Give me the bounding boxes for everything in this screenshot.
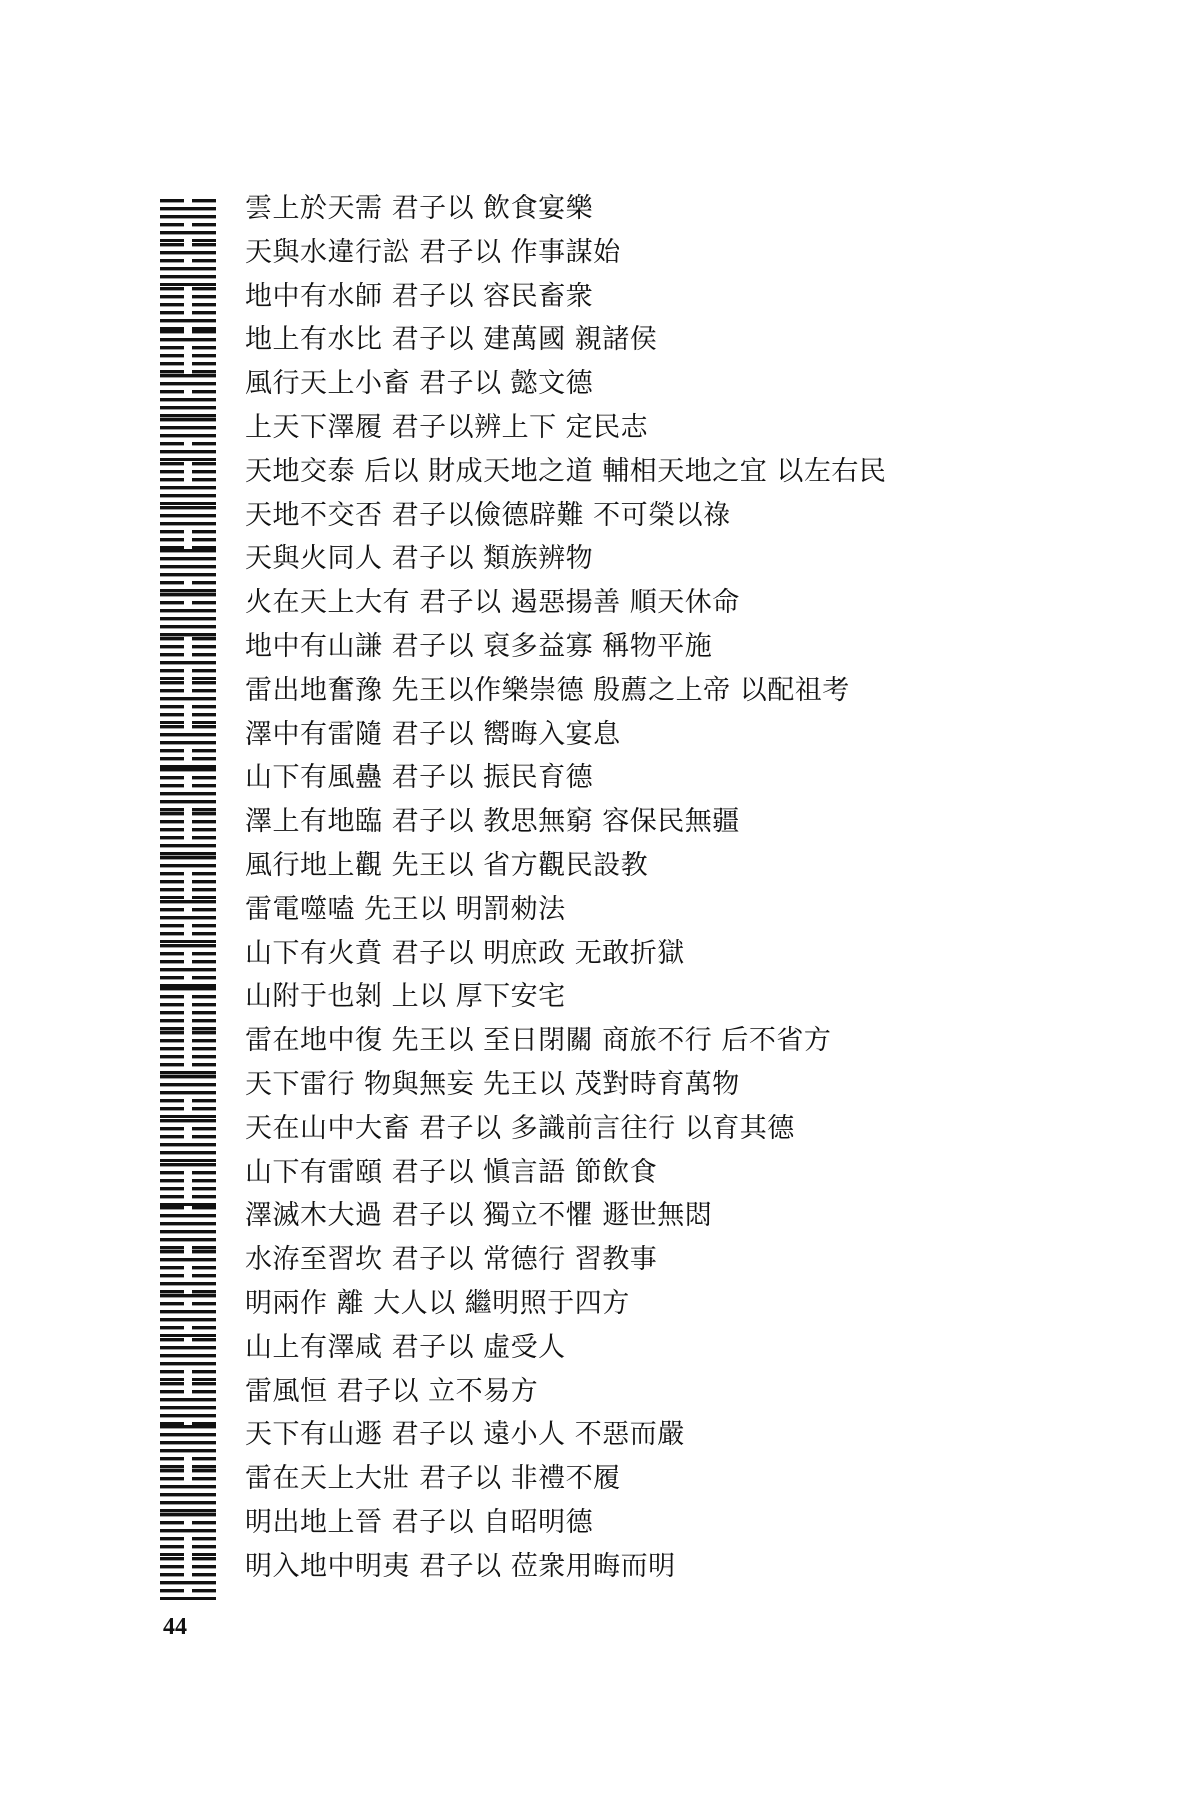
yang-line xyxy=(160,1449,216,1452)
yang-line xyxy=(160,565,216,568)
yin-line-half xyxy=(192,442,216,445)
yin-line-half xyxy=(160,1469,184,1472)
yin-line-half xyxy=(160,1274,184,1277)
yin-line-half xyxy=(160,1266,184,1269)
yang-line xyxy=(160,398,216,401)
yang-line xyxy=(160,522,216,525)
yin-line-half xyxy=(160,836,184,839)
yin-line-half xyxy=(192,776,216,779)
yin-line-half xyxy=(192,530,216,533)
yin-line-half xyxy=(160,828,184,831)
hexagram-icon xyxy=(160,1557,216,1600)
yang-line xyxy=(160,733,216,736)
commentary-text: 山上有澤咸 君子以 虛受人 xyxy=(245,1331,566,1363)
yin-line-half xyxy=(192,478,216,481)
yin-line-half xyxy=(192,1171,216,1174)
commentary-text: 地中有水師 君子以 容民畜衆 xyxy=(245,280,594,312)
yin-line-half xyxy=(160,908,184,911)
yang-line xyxy=(160,1091,216,1094)
yin-line-half xyxy=(192,1302,216,1305)
commentary-text: 明入地中明夷 君子以 莅衆用晦而明 xyxy=(245,1550,676,1582)
yang-line xyxy=(160,434,216,437)
commentary-text: 天地交泰 后以 財成天地之道 輔相天地之宜 以左右民 xyxy=(245,455,887,487)
yin-line-half xyxy=(160,390,184,393)
yin-line-half xyxy=(160,287,184,290)
yin-line-half xyxy=(192,952,216,955)
yang-line xyxy=(160,1294,216,1297)
yin-line-half xyxy=(192,924,216,927)
commentary-text: 雲上於天需 君子以 飲食宴樂 xyxy=(245,193,594,224)
commentary-text: 山附于也剝 上以 厚下安宅 xyxy=(245,981,566,1013)
yin-line-half xyxy=(192,880,216,883)
yin-line-half xyxy=(192,645,216,648)
commentary-line xyxy=(0,231,1200,275)
yang-line xyxy=(160,1485,216,1488)
yin-line-half xyxy=(160,530,184,533)
yin-line-half xyxy=(192,1390,216,1393)
yin-line-half xyxy=(160,1477,184,1480)
yin-line-half xyxy=(192,1521,216,1524)
yin-line-half xyxy=(192,462,216,465)
yin-line-half xyxy=(192,1011,216,1014)
yin-line-half xyxy=(192,390,216,393)
yang-line xyxy=(160,251,216,254)
yin-line-half xyxy=(160,1573,184,1576)
yin-line-half xyxy=(160,601,184,604)
commentary-line xyxy=(0,187,1200,231)
yang-line xyxy=(160,609,216,612)
yang-line xyxy=(160,968,216,971)
commentary-text: 雷出地奮豫 先王以作樂崇德 殷薦之上帝 以配祖考 xyxy=(245,674,850,706)
yin-line-half xyxy=(192,908,216,911)
commentary-line xyxy=(0,275,1200,319)
yin-line-half xyxy=(192,836,216,839)
yin-line-half xyxy=(192,1135,216,1138)
yang-line xyxy=(160,1581,216,1584)
commentary-text: 澤上有地臨 君子以 教思無窮 容保民無疆 xyxy=(245,806,740,838)
yang-line xyxy=(160,1083,216,1086)
yang-line xyxy=(160,1398,216,1401)
yin-line-half xyxy=(160,1206,184,1209)
commentary-line xyxy=(0,494,1200,538)
yang-line xyxy=(160,661,216,664)
yin-line-half xyxy=(192,295,216,298)
commentary-line xyxy=(0,1326,1200,1370)
yin-line-half xyxy=(160,1011,184,1014)
commentary-line xyxy=(0,713,1200,757)
yin-line-half xyxy=(160,1099,184,1102)
yang-line xyxy=(160,697,216,700)
yang-line xyxy=(160,900,216,903)
yang-line xyxy=(160,987,216,990)
yin-line-half xyxy=(160,1589,184,1592)
yin-line-half xyxy=(160,689,184,692)
yin-line-half xyxy=(192,1274,216,1277)
commentary-line xyxy=(0,1063,1200,1107)
commentary-line xyxy=(0,318,1200,362)
yang-line xyxy=(160,1318,216,1321)
commentary-line xyxy=(0,669,1200,713)
yin-line-half xyxy=(160,960,184,963)
commentary-line xyxy=(0,1107,1200,1151)
yin-line-half xyxy=(160,354,184,357)
yin-line-half xyxy=(160,1179,184,1182)
commentary-text: 明兩作 離 大人以 繼明照于四方 xyxy=(245,1287,630,1319)
commentary-text: 地上有水比 君子以 建萬國 親諸侯 xyxy=(245,324,658,356)
yang-line xyxy=(160,418,216,421)
yin-line-half xyxy=(192,653,216,656)
yin-line-half xyxy=(160,1127,184,1130)
yin-line-half xyxy=(192,1127,216,1130)
yin-line-half xyxy=(160,1039,184,1042)
commentary-line xyxy=(0,1370,1200,1414)
yang-line xyxy=(160,864,216,867)
commentary-line xyxy=(0,450,1200,494)
yin-line-half xyxy=(160,1047,184,1050)
yin-line-half xyxy=(160,1302,184,1305)
commentary-line xyxy=(0,1413,1200,1457)
yin-line-half xyxy=(160,1171,184,1174)
yin-line-half xyxy=(192,1573,216,1576)
commentary-text: 風行天上小畜 君子以 懿文德 xyxy=(245,368,594,400)
commentary-text: 水洊至習坎 君子以 常德行 習教事 xyxy=(245,1244,658,1276)
yin-line-half xyxy=(192,689,216,692)
yang-line xyxy=(160,573,216,576)
yin-line-half xyxy=(192,1039,216,1042)
commentary-text: 上天下澤履 君子以辨上下 定民志 xyxy=(245,411,649,443)
yin-line-half xyxy=(192,1589,216,1592)
commentary-line xyxy=(0,1457,1200,1501)
commentary-text: 山下有雷頤 君子以 愼言語 節飲食 xyxy=(245,1156,658,1188)
yang-line xyxy=(160,1310,216,1313)
yang-line xyxy=(160,374,216,377)
yin-line-half xyxy=(192,1206,216,1209)
yang-line xyxy=(160,1119,216,1122)
yang-line xyxy=(160,1214,216,1217)
yin-line-half xyxy=(160,812,184,815)
yang-line xyxy=(160,506,216,509)
yin-line-half xyxy=(160,1382,184,1385)
yin-line-half xyxy=(192,1266,216,1269)
yin-line-half xyxy=(192,1099,216,1102)
yang-line xyxy=(160,514,216,517)
commentary-text: 天下有山遯 君子以 遠小人 不惡而嚴 xyxy=(245,1419,685,1451)
yin-line-half xyxy=(192,1565,216,1568)
yang-line xyxy=(160,267,216,270)
yin-line-half xyxy=(160,784,184,787)
yin-line-half xyxy=(192,303,216,306)
yin-line-half xyxy=(192,1477,216,1480)
yang-line xyxy=(160,1222,216,1225)
yin-line-half xyxy=(192,346,216,349)
yang-line xyxy=(160,617,216,620)
commentary-text: 澤中有雷隨 君子以 嚮晦入宴息 xyxy=(245,718,621,750)
yin-line-half xyxy=(192,637,216,640)
yin-line-half xyxy=(160,330,184,333)
yang-line xyxy=(160,549,216,552)
commentary-text: 天與火同人 君子以 類族辨物 xyxy=(245,543,594,575)
yin-line-half xyxy=(160,1003,184,1006)
yin-line-half xyxy=(160,470,184,473)
commentary-text: 天與水違行訟 君子以 作事謀始 xyxy=(245,236,621,268)
commentary-line xyxy=(0,581,1200,625)
commentary-line xyxy=(0,932,1200,976)
yin-line-half xyxy=(192,995,216,998)
yang-line xyxy=(160,1075,216,1078)
yang-line xyxy=(160,1425,216,1428)
yin-line-half xyxy=(160,924,184,927)
yin-line-half xyxy=(160,223,184,226)
commentary-line xyxy=(0,1501,1200,1545)
commentary-line xyxy=(0,888,1200,932)
commentary-line xyxy=(0,625,1200,669)
commentary-line xyxy=(0,756,1200,800)
yin-line-half xyxy=(160,995,184,998)
yin-line-half xyxy=(192,1047,216,1050)
commentary-line xyxy=(0,406,1200,450)
commentary-text: 風行地上觀 先王以 省方觀民設教 xyxy=(245,849,649,881)
yin-line-half xyxy=(192,812,216,815)
yin-line-half xyxy=(160,295,184,298)
yang-line xyxy=(160,593,216,596)
yin-line-half xyxy=(192,199,216,202)
yin-line-half xyxy=(160,1521,184,1524)
yin-line-half xyxy=(160,1557,184,1560)
yin-line-half xyxy=(192,1338,216,1341)
yin-line-half xyxy=(160,880,184,883)
commentary-line xyxy=(0,362,1200,406)
yin-line-half xyxy=(160,303,184,306)
yin-line-half xyxy=(160,705,184,708)
yin-line-half xyxy=(192,1055,216,1058)
yin-line-half xyxy=(192,1557,216,1560)
commentary-text: 雷電噬嗑 先王以 明罰勑法 xyxy=(245,893,566,925)
yin-line-half xyxy=(160,1187,184,1190)
commentary-text: 山下有火賁 君子以 明庶政 无敢折獄 xyxy=(245,937,685,969)
yang-line xyxy=(160,557,216,560)
yin-line-half xyxy=(192,725,216,728)
yin-line-half xyxy=(160,1055,184,1058)
yang-line xyxy=(160,215,216,218)
yin-line-half xyxy=(192,470,216,473)
yang-line xyxy=(160,207,216,210)
yang-line xyxy=(160,1143,216,1146)
yin-line-half xyxy=(160,311,184,314)
yin-line-half xyxy=(160,1390,184,1393)
yin-line-half xyxy=(192,705,216,708)
yin-line-half xyxy=(160,725,184,728)
yin-line-half xyxy=(192,354,216,357)
yang-line xyxy=(160,916,216,919)
yin-line-half xyxy=(192,749,216,752)
yin-line-half xyxy=(160,1565,184,1568)
commentary-list xyxy=(0,187,1200,1589)
yin-line-half xyxy=(160,653,184,656)
yin-line-half xyxy=(192,1179,216,1182)
yin-line-half xyxy=(192,872,216,875)
yang-line xyxy=(160,486,216,489)
yin-line-half xyxy=(160,1031,184,1034)
yin-line-half xyxy=(192,828,216,831)
yang-line xyxy=(160,1230,216,1233)
yin-line-half xyxy=(192,1537,216,1540)
yin-line-half xyxy=(192,601,216,604)
yin-line-half xyxy=(160,776,184,779)
yang-line xyxy=(160,1258,216,1261)
hexagram-glyph xyxy=(160,1557,216,1600)
yin-line-half xyxy=(160,462,184,465)
yang-line xyxy=(160,1493,216,1496)
yang-line xyxy=(160,741,216,744)
yang-line xyxy=(160,768,216,771)
yang-line xyxy=(160,1433,216,1436)
yin-line-half xyxy=(160,952,184,955)
commentary-line xyxy=(0,537,1200,581)
yin-line-half xyxy=(160,681,184,684)
yin-line-half xyxy=(160,1537,184,1540)
yin-line-half xyxy=(160,749,184,752)
yin-line-half xyxy=(192,681,216,684)
commentary-text: 明出地上晉 君子以 自昭明德 xyxy=(245,1506,594,1538)
commentary-text: 澤滅木大過 君子以 獨立不懼 遯世無悶 xyxy=(245,1200,713,1232)
commentary-line xyxy=(0,1194,1200,1238)
commentary-line xyxy=(0,1545,1200,1589)
yin-line-half xyxy=(192,1031,216,1034)
page-number: 44 xyxy=(163,1614,187,1640)
yang-line xyxy=(160,338,216,341)
yin-line-half xyxy=(192,223,216,226)
commentary-text: 雷在地中復 先王以 至日閉關 商旅不行 后不省方 xyxy=(245,1025,832,1057)
yin-line-half xyxy=(160,637,184,640)
yin-line-half xyxy=(160,1135,184,1138)
yin-line-half xyxy=(160,199,184,202)
yin-line-half xyxy=(192,287,216,290)
commentary-text: 雷風恒 君子以 立不易方 xyxy=(245,1375,539,1407)
yin-line-half xyxy=(192,259,216,262)
yin-line-half xyxy=(160,645,184,648)
yin-line-half xyxy=(192,330,216,333)
yang-line xyxy=(160,382,216,385)
commentary-line xyxy=(0,1282,1200,1326)
commentary-text: 火在天上大有 君子以 遏惡揚善 順天休命 xyxy=(245,587,740,619)
commentary-text: 天在山中大畜 君子以 多識前言往行 以育其德 xyxy=(245,1112,795,1144)
commentary-line xyxy=(0,1238,1200,1282)
commentary-text: 地中有山謙 君子以 裒多益寡 稱物平施 xyxy=(245,630,713,662)
yang-line xyxy=(160,944,216,947)
yin-line-half xyxy=(192,1250,216,1253)
yin-line-half xyxy=(192,243,216,246)
yang-line xyxy=(160,856,216,859)
yin-line-half xyxy=(192,1469,216,1472)
yang-line xyxy=(160,792,216,795)
commentary-line xyxy=(0,1151,1200,1195)
yin-line-half xyxy=(160,820,184,823)
commentary-line xyxy=(0,975,1200,1019)
yin-line-half xyxy=(192,1382,216,1385)
yin-line-half xyxy=(192,784,216,787)
commentary-line xyxy=(0,800,1200,844)
commentary-text: 山下有風蠱 君子以 振民育德 xyxy=(245,762,594,794)
yang-line xyxy=(160,1163,216,1166)
yin-line-half xyxy=(160,872,184,875)
yang-line xyxy=(160,1597,216,1600)
commentary-line xyxy=(0,844,1200,888)
yang-line xyxy=(160,426,216,429)
yin-line-half xyxy=(160,1250,184,1253)
yin-line-half xyxy=(160,1338,184,1341)
yin-line-half xyxy=(160,243,184,246)
yin-line-half xyxy=(160,442,184,445)
yang-line xyxy=(160,1362,216,1365)
yang-line xyxy=(160,1406,216,1409)
commentary-text: 天下雷行 物與無妄 先王以 茂對時育萬物 xyxy=(245,1068,740,1100)
yin-line-half xyxy=(192,311,216,314)
yang-line xyxy=(160,1513,216,1516)
yin-line-half xyxy=(160,478,184,481)
commentary-text: 雷在天上大壯 君子以 非禮不履 xyxy=(245,1463,621,1495)
yin-line-half xyxy=(192,1003,216,1006)
yin-line-half xyxy=(192,960,216,963)
yin-line-half xyxy=(160,259,184,262)
yin-line-half xyxy=(192,820,216,823)
yang-line xyxy=(160,1529,216,1532)
yang-line xyxy=(160,1346,216,1349)
yin-line-half xyxy=(192,1187,216,1190)
yang-line xyxy=(160,1354,216,1357)
commentary-text: 天地不交否 君子以儉德辟難 不可榮以祿 xyxy=(245,499,731,531)
yang-line xyxy=(160,1441,216,1444)
commentary-line xyxy=(0,1019,1200,1063)
yin-line-half xyxy=(160,346,184,349)
